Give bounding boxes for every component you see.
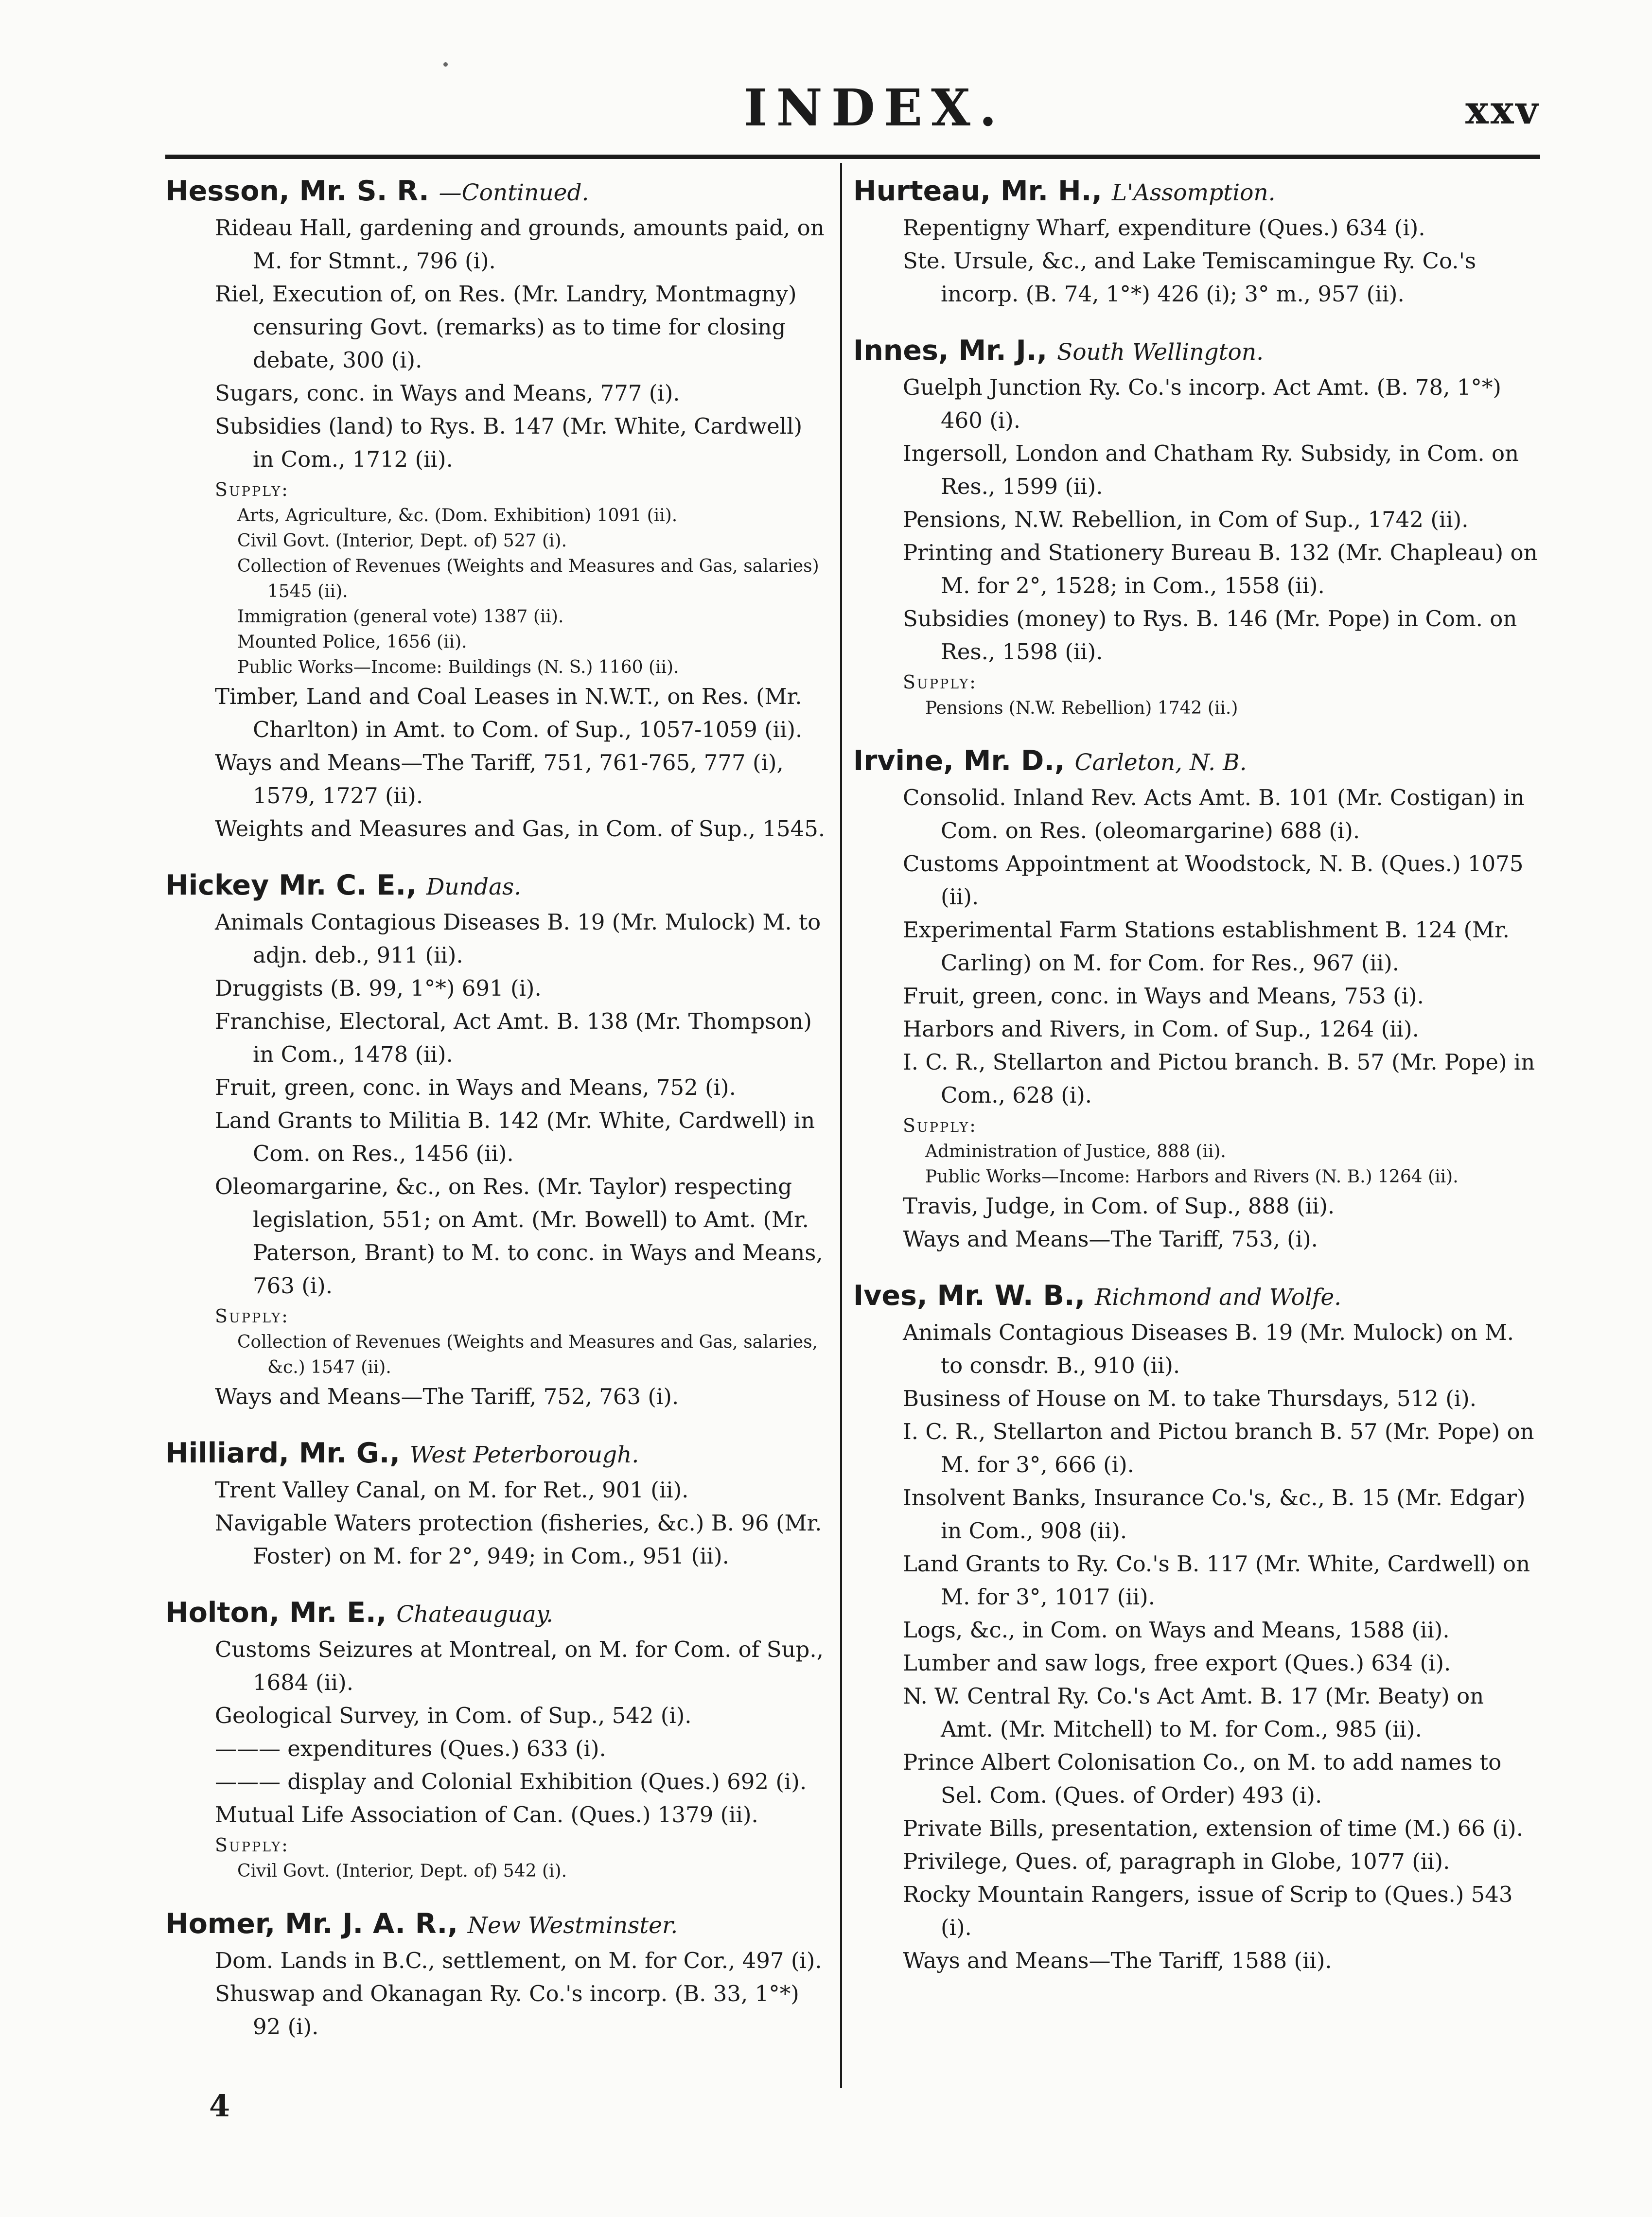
index-item: Ways and Means—The Tariff, 753, (i).: [903, 1226, 1318, 1252]
supply-item: Public Works—Income: Harbors and Rivers (N. B.) 1264 (ii).: [925, 1167, 1459, 1187]
index-item: Navigable Waters protection (fisheries, &c.) B. 96 (Mr. Foster) on M. for 2°, 949; in Com., 951 (ii).: [215, 1510, 822, 1569]
index-item: Subsidies (money) to Rys. B. 146 (Mr. Pope) in Com. on Res., 1598 (ii).: [903, 606, 1517, 665]
supply-label: Supply:: [215, 479, 289, 500]
index-entry: [853, 173, 1539, 311]
index-item: Prince Albert Colonisation Co., on M. to add names to Sel. Com. (Ques. of Order) 493 (i).: [903, 1749, 1502, 1808]
constituency: Richmond and Wolfe.: [1094, 1284, 1342, 1311]
index-item: Mutual Life Association of Can. (Ques.) 1379 (ii).: [215, 1802, 758, 1828]
supply-item: Mounted Police, 1656 (ii).: [237, 632, 467, 652]
index-item: Experimental Farm Stations establishment B. 124 (Mr. Carling) on M. for Com. for Res., 967 (ii).: [903, 917, 1510, 976]
right-column: [853, 173, 1539, 1999]
index-entry: [853, 742, 1539, 1256]
index-item: ——— expenditures (Ques.) 633 (i).: [215, 1736, 606, 1761]
supply-item: Civil Govt. (Interior, Dept. of) 527 (i).: [237, 531, 567, 551]
index-item: Subsidies (land) to Rys. B. 147 (Mr. White, Cardwell) in Com., 1712 (ii).: [215, 413, 803, 472]
index-item: N. W. Central Ry. Co.'s Act Amt. B. 17 (Mr. Beaty) on Amt. (Mr. Mitchell) to M. for Com., 985 (ii).: [903, 1683, 1484, 1742]
index-item: Printing and Stationery Bureau B. 132 (Mr. Chapleau) on M. for 2°, 1528; in Com., 1558 (ii).: [903, 540, 1538, 598]
index-item: Logs, &c., in Com. on Ways and Means, 1588 (ii).: [903, 1617, 1450, 1643]
index-entry: [165, 173, 826, 845]
index-entry: [165, 1905, 826, 2043]
index-item: Customs Appointment at Woodstock, N. B. (Ques.) 1075 (ii).: [903, 851, 1524, 910]
index-item: I. C. R., Stellarton and Pictou branch B. 57 (Mr. Pope) on M. for 3°, 666 (i).: [903, 1419, 1534, 1478]
member-name: Hurteau, Mr. H.,: [853, 175, 1103, 207]
index-item: Animals Contagious Diseases B. 19 (Mr. Mulock) on M. to consdr. B., 910 (ii).: [903, 1320, 1514, 1378]
supply-item: Civil Govt. (Interior, Dept. of) 542 (i).: [237, 1861, 567, 1881]
supply-item: Administration of Justice, 888 (ii).: [925, 1142, 1226, 1161]
index-item: Trent Valley Canal, on M. for Ret., 901 (ii).: [215, 1477, 689, 1503]
index-item: Customs Seizures at Montreal, on M. for Com. of Sup., 1684 (ii).: [215, 1636, 824, 1695]
entry-heading: [165, 1594, 826, 1633]
index-item: Insolvent Banks, Insurance Co.'s, &c., B. 15 (Mr. Edgar) in Com., 908 (ii).: [903, 1485, 1526, 1544]
member-name: Holton, Mr. E.,: [165, 1597, 387, 1629]
index-entry: [165, 1435, 826, 1573]
supply-label: Supply:: [903, 671, 977, 693]
constituency: Dundas.: [426, 874, 522, 900]
member-name: Ives, Mr. W. B.,: [853, 1280, 1086, 1312]
page-number: xxv: [1465, 87, 1540, 133]
index-item: Pensions, N.W. Rebellion, in Com of Sup., 1742 (ii).: [903, 507, 1469, 532]
signature-mark: 4: [209, 2088, 230, 2124]
index-item: ——— display and Colonial Exhibition (Ques.) 692 (i).: [215, 1769, 807, 1795]
index-item: Rocky Mountain Rangers, issue of Scrip to (Ques.) 543 (i).: [903, 1882, 1513, 1940]
index-entry: [853, 1277, 1539, 1977]
index-entry: [853, 332, 1539, 721]
entry-heading: [853, 332, 1539, 371]
supply-item: Arts, Agriculture, &c. (Dom. Exhibition) 1091 (ii).: [237, 506, 678, 526]
index-item: Geological Survey, in Com. of Sup., 542 (i).: [215, 1703, 692, 1728]
index-item: Privilege, Ques. of, paragraph in Globe, 1077 (ii).: [903, 1848, 1450, 1874]
supply-label: Supply:: [903, 1115, 977, 1136]
supply-label: Supply:: [215, 1834, 289, 1856]
entry-heading: [853, 742, 1539, 781]
entry-heading: [165, 1435, 826, 1474]
entry-heading: [165, 867, 826, 906]
member-name: Hickey Mr. C. E.,: [165, 869, 417, 901]
page-title: INDEX.: [744, 78, 1006, 138]
index-item: Guelph Junction Ry. Co.'s incorp. Act Amt. (B. 78, 1°*) 460 (i).: [903, 374, 1501, 433]
index-item: Ste. Ursule, &c., and Lake Temiscamingue Ry. Co.'s incorp. (B. 74, 1°*) 426 (i); 3° m., 957 (ii).: [903, 248, 1476, 307]
member-name: Hesson, Mr. S. R.: [165, 175, 429, 207]
constituency: New Westminster.: [467, 1912, 678, 1939]
member-name: Innes, Mr. J.,: [853, 334, 1048, 367]
member-name: Irvine, Mr. D.,: [853, 745, 1065, 777]
index-item: Ingersoll, London and Chatham Ry. Subsidy, in Com. on Res., 1599 (ii).: [903, 440, 1519, 499]
index-item: Oleomargarine, &c., on Res. (Mr. Taylor) respecting legislation, 551; on Amt. (Mr. Bowell) to Amt. (Mr. Paterson, Brant) to M. to conc. in Ways and Means, 763 (i).: [215, 1174, 823, 1299]
index-item: Weights and Measures and Gas, in Com. of Sup., 1545.: [215, 816, 826, 842]
index-entry: [165, 1594, 826, 1884]
index-item: Timber, Land and Coal Leases in N.W.T., on Res. (Mr. Charlton) in Amt. to Com. of Sup., 1057-1059 (ii).: [215, 684, 803, 742]
index-item: Franchise, Electoral, Act Amt. B. 138 (Mr. Thompson) in Com., 1478 (ii).: [215, 1008, 812, 1067]
constituency: Carleton, N. B.: [1074, 749, 1247, 776]
index-item: Fruit, green, conc. in Ways and Means, 753 (i).: [903, 983, 1424, 1009]
column-divider: [840, 163, 842, 2088]
supply-item: Collection of Revenues (Weights and Measures and Gas, salaries, &c.) 1547 (ii).: [237, 1332, 818, 1377]
index-item: Travis, Judge, in Com. of Sup., 888 (ii).: [903, 1193, 1335, 1219]
index-item: Druggists (B. 99, 1°*) 691 (i).: [215, 975, 542, 1001]
header-rule: [165, 155, 1540, 159]
index-item: Business of House on M. to take Thursdays, 512 (i).: [903, 1386, 1477, 1411]
index-item: Lumber and saw logs, free export (Ques.) 634 (i).: [903, 1650, 1451, 1676]
member-name: Homer, Mr. J. A. R.,: [165, 1908, 458, 1940]
index-item: Fruit, green, conc. in Ways and Means, 752 (i).: [215, 1074, 736, 1100]
index-item: Shuswap and Okanagan Ry. Co.'s incorp. (B. 33, 1°*) 92 (i).: [215, 1981, 799, 2040]
supply-item: Immigration (general vote) 1387 (ii).: [237, 607, 564, 627]
member-name: Hilliard, Mr. G.,: [165, 1437, 401, 1469]
index-item: Rideau Hall, gardening and grounds, amounts paid, on M. for Stmnt., 796 (i).: [215, 215, 825, 274]
index-item: Harbors and Rivers, in Com. of Sup., 1264 (ii).: [903, 1016, 1419, 1042]
entry-heading: [165, 1905, 826, 1944]
index-item: Private Bills, presentation, extension of time (M.) 66 (i).: [903, 1815, 1523, 1841]
supply-item: Public Works—Income: Buildings (N. S.) 1160 (ii).: [237, 657, 679, 677]
index-item: Repentigny Wharf, expenditure (Ques.) 634 (i).: [903, 215, 1425, 241]
index-item: Sugars, conc. in Ways and Means, 777 (i).: [215, 380, 680, 406]
constituency: —Continued.: [439, 179, 589, 206]
constituency: L'Assomption.: [1111, 179, 1276, 206]
index-item: I. C. R., Stellarton and Pictou branch. B. 57 (Mr. Pope) in Com., 628 (i).: [903, 1049, 1535, 1108]
entry-heading: [853, 1277, 1539, 1316]
entry-heading: [853, 173, 1539, 211]
index-item: Ways and Means—The Tariff, 751, 761-765, 777 (i), 1579, 1727 (ii).: [215, 750, 784, 809]
entry-heading: [165, 173, 826, 211]
index-item: Land Grants to Militia B. 142 (Mr. White, Cardwell) in Com. on Res., 1456 (ii).: [215, 1108, 815, 1166]
supply-item: Collection of Revenues (Weights and Measures and Gas, salaries) 1545 (ii).: [237, 556, 819, 601]
index-item: Ways and Means—The Tariff, 752, 763 (i).: [215, 1384, 679, 1409]
speck: [443, 62, 448, 67]
index-item: Riel, Execution of, on Res. (Mr. Landry, Montmagny) censuring Govt. (remarks) as to time for closing debate, 300 (i).: [215, 281, 797, 373]
index-item: Dom. Lands in B.C., settlement, on M. for Cor., 497 (i).: [215, 1948, 822, 1973]
index-item: Animals Contagious Diseases B. 19 (Mr. Mulock) M. to adjn. deb., 911 (ii).: [215, 909, 821, 968]
constituency: West Peterborough.: [409, 1442, 639, 1468]
constituency: South Wellington.: [1057, 339, 1264, 366]
supply-label: Supply:: [215, 1305, 289, 1327]
supply-item: Pensions (N.W. Rebellion) 1742 (ii.): [925, 698, 1238, 718]
index-item: Land Grants to Ry. Co.'s B. 117 (Mr. White, Cardwell) on M. for 3°, 1017 (ii).: [903, 1551, 1530, 1610]
index-entry: [165, 867, 826, 1413]
index-item: Ways and Means—The Tariff, 1588 (ii).: [903, 1948, 1332, 1973]
left-column: [165, 173, 826, 2065]
constituency: Chateauguay.: [396, 1601, 554, 1628]
index-item: Consolid. Inland Rev. Acts Amt. B. 101 (Mr. Costigan) in Com. on Res. (oleomargarine) 688 (i).: [903, 785, 1525, 844]
